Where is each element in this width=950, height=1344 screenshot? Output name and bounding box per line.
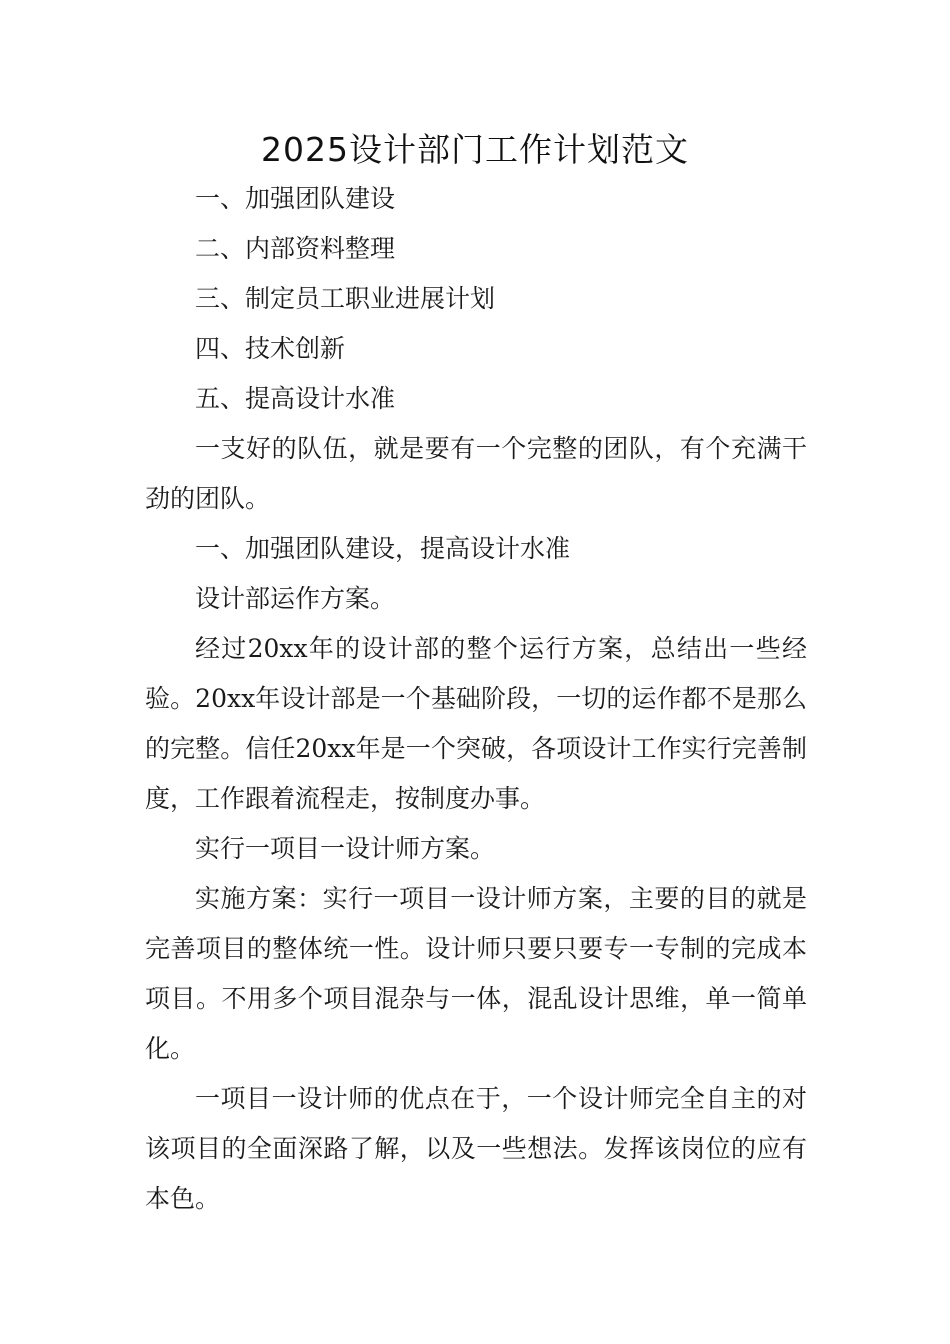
- paragraph-item-1: 一、加强团队建设: [195, 184, 396, 213]
- paragraph-item-3: 三、制定员工职业进展计划: [195, 284, 496, 313]
- paragraph-experience: 经过20xx年的设计部的整个运行方案，总结出一些经验。20xx年设计部是一个基础阶段，一切的运作都不是那么的完整。信任20xx年是一个突破，各项设计工作实行完善制度，工作跟着流程走，按制度办事。: [145, 634, 807, 813]
- document-title: 2025设计部门工作计划范文: [261, 130, 689, 169]
- paragraph-item-4: 四、技术创新: [195, 334, 346, 363]
- paragraph-team: 一支好的队伍，就是要有一个完整的团队，有个充满干劲的团队。: [145, 434, 807, 513]
- document-body: [145, 174, 807, 1224]
- paragraph-item-5: 五、提高设计水准: [195, 384, 396, 413]
- paragraph-implementation: 实施方案：实行一项目一设计师方案，主要的目的就是完善项目的整体统一性。设计师只要只要专一专制的完成本项目。不用多个项目混杂与一体，混乱设计思维，单一简单化。: [145, 884, 807, 1063]
- paragraph-advantages: 一项目一设计师的优点在于，一个设计师完全自主的对该项目的全面深路了解，以及一些想法。发挥该岗位的应有本色。: [145, 1084, 807, 1213]
- paragraph-item-2: 二、内部资料整理: [195, 234, 396, 263]
- paragraph-heading-1: 一、加强团队建设，提高设计水准: [195, 534, 571, 563]
- paragraph-one-designer-plan: 实行一项目一设计师方案。: [195, 834, 496, 863]
- paragraph-operation-plan: 设计部运作方案。: [195, 584, 396, 613]
